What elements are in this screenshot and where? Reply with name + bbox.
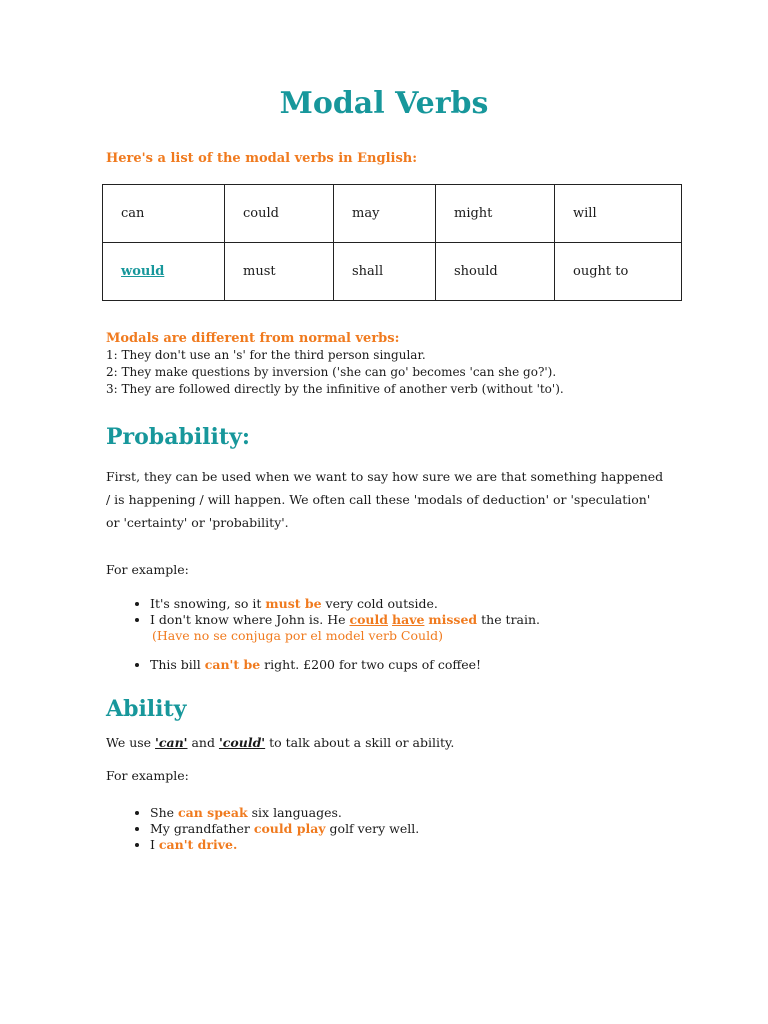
- sentence-text: We use: [106, 735, 156, 750]
- probability-examples-cont: [130, 657, 481, 673]
- difference-item: 3: They are followed directly by the infinitive of another verb (without 'to').: [106, 382, 564, 396]
- modal-verbs-table: [102, 184, 682, 301]
- table-cell: ought to: [555, 243, 682, 301]
- example-note: (Have no se conjuga por el model verb Could): [152, 628, 443, 643]
- example-text: .: [232, 837, 238, 852]
- example-text: the train.: [477, 612, 541, 627]
- highlight-text: have: [392, 612, 425, 627]
- example-text: She: [150, 805, 178, 820]
- highlight-text: could play: [253, 821, 326, 836]
- sentence-text: to talk about a skill or ability.: [265, 735, 455, 750]
- could-emphasis: 'could': [218, 735, 266, 750]
- ability-examples: [130, 805, 419, 853]
- example-text: I: [150, 837, 159, 852]
- table-cell: may: [334, 185, 436, 243]
- highlight-text: could: [349, 612, 389, 627]
- page-title: Modal Verbs: [279, 86, 489, 121]
- highlight-text: can't drive: [158, 837, 233, 852]
- sentence-text: and: [187, 735, 219, 750]
- for-example-label: For example:: [106, 562, 189, 577]
- example-text: right. £200 for two cups of coffee!: [260, 657, 482, 672]
- table-cell: can: [103, 185, 225, 243]
- ability-sentence: [106, 735, 454, 750]
- list-item: [150, 612, 540, 644]
- table-cell: will: [555, 185, 682, 243]
- list-item: [150, 821, 419, 837]
- differences-block: [106, 330, 564, 398]
- probability-heading: Probability:: [106, 424, 250, 450]
- table-cell: should: [436, 243, 555, 301]
- table-cell: shall: [334, 243, 436, 301]
- table-cell: might: [436, 185, 555, 243]
- difference-item: 2: They make questions by inversion ('she can go' becomes 'can she go?').: [106, 365, 557, 379]
- example-text: This bill: [150, 657, 205, 672]
- example-text: six languages.: [247, 805, 342, 820]
- highlight-text: missed: [428, 612, 478, 627]
- ability-heading: Ability: [106, 696, 187, 722]
- example-text: I don't know where John is. He: [150, 612, 350, 627]
- table-row: [103, 185, 682, 243]
- probability-paragraph: First, they can be used when we want to say how sure we are that something happened / is happening / will happen. We often call these 'modals of deduction' or 'speculation' or 'certainty' or 'probability'.: [106, 469, 664, 530]
- intro-text: Here's a list of the modal verbs in English:: [106, 151, 418, 166]
- example-text: My grandfather: [150, 821, 254, 836]
- would-link[interactable]: would: [121, 264, 165, 279]
- example-text: golf very well.: [325, 821, 420, 836]
- example-text: It's snowing, so it: [150, 596, 266, 611]
- list-item: [150, 805, 419, 821]
- list-item: [150, 657, 481, 673]
- can-emphasis: 'can': [155, 735, 188, 750]
- differences-heading: Modals are different from normal verbs:: [106, 331, 400, 346]
- table-cell: could: [225, 185, 334, 243]
- probability-examples: [130, 596, 540, 644]
- highlight-text: can speak: [178, 805, 248, 820]
- table-cell: [103, 243, 225, 301]
- list-item: [150, 837, 419, 853]
- highlight-text: can't be: [204, 657, 261, 672]
- list-item: [150, 596, 540, 612]
- difference-item: 1: They don't use an 's' for the third person singular.: [106, 348, 426, 362]
- example-text: very cold outside.: [321, 596, 438, 611]
- table-row: [103, 243, 682, 301]
- highlight-text: must be: [265, 596, 322, 611]
- for-example-label: For example:: [106, 768, 189, 783]
- table-cell: must: [225, 243, 334, 301]
